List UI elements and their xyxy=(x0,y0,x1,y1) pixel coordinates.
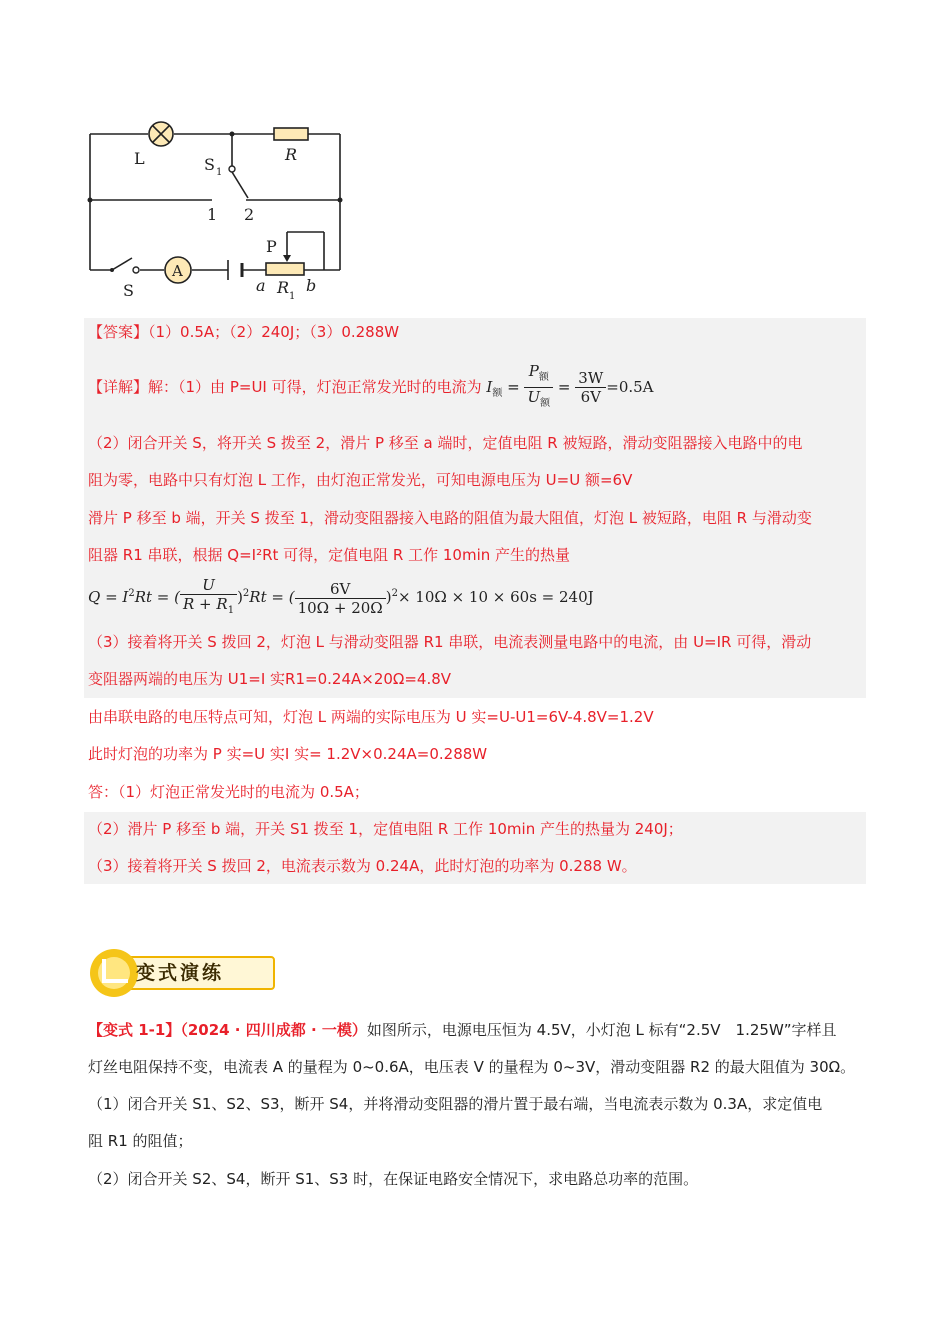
label-R: R xyxy=(285,145,298,164)
frac-num2: 3W xyxy=(575,369,606,388)
detail-tag: 【详解】 xyxy=(88,378,149,396)
variant-source: （2024 · 四川成都 · 一模） xyxy=(180,1021,367,1039)
eq-frac2 xyxy=(295,580,386,617)
banner-title: 变式演练 xyxy=(136,962,225,984)
formula-I-sub: 额 xyxy=(492,388,503,399)
fraction-3w-6v xyxy=(575,369,606,406)
eq-mid4: ) xyxy=(385,588,392,606)
label-S1-sub: 1 xyxy=(216,167,223,178)
detail-line-8: 由串联电路的电压特点可知，灯泡 L 两端的实际电压为 U 实=U-U1=6V-4.8V=1.2V xyxy=(88,708,654,726)
eq-mid2: ) xyxy=(237,588,243,606)
eq-frac1-den: R + R xyxy=(182,595,228,613)
eq-tail: × 10Ω × 10 × 60s = 240J xyxy=(397,588,594,606)
battery-icon xyxy=(228,260,242,280)
label-R1: R xyxy=(277,278,290,297)
frac-den: U xyxy=(527,388,541,406)
answer-line xyxy=(88,321,399,343)
variant-line-1 xyxy=(88,1019,837,1041)
eq-frac1 xyxy=(180,576,237,620)
label-A: A xyxy=(172,262,183,280)
formula-result: =0.5A xyxy=(606,378,654,396)
variant-line-2: 灯丝电阻保持不变，电流表 A 的量程为 0~0.6A，电压表 V 的量程为 0~3V，滑动变阻器 R2 的最大阻值为 30Ω。 xyxy=(88,1058,856,1076)
detail-line-1 xyxy=(88,362,654,412)
answer-text: （1）0.5A；（2）240J；（3）0.288W xyxy=(148,323,400,341)
equation-q xyxy=(88,572,594,620)
fraction-p-u xyxy=(524,362,553,413)
variant-l1-text: 如图所示，电源电压恒为 4.5V，小灯泡 L 标有“2.5V 1.25W”字样且 xyxy=(366,1021,837,1039)
formula-eq: = xyxy=(507,378,520,396)
detail-line-11: （2）滑片 P 移至 b 端，开关 S1 拨至 1，定值电阻 R 工作 10min 产生的热量为 240J； xyxy=(88,820,683,838)
detail-line-3: 阻为零，电路中只有灯泡 L 工作，由灯泡正常发光，可知电源电压为 U=U 额=6V xyxy=(88,471,633,489)
detail-line-6: （3）接着将开关 S 拨回 2，灯泡 L 与滑动变阻器 R1 串联，电流表测量电路中的电流，由 U=IR 可得，滑动 xyxy=(88,633,812,651)
formula-eq2: = xyxy=(557,378,571,396)
eq-frac1-num: U xyxy=(180,576,237,595)
eq-frac2-num: 6V xyxy=(295,580,386,599)
variant-line-4: 阻 R1 的阻值； xyxy=(88,1132,193,1150)
frac-num: P xyxy=(528,362,539,380)
eq-mid: Rt = ( xyxy=(134,588,180,606)
label-b: b xyxy=(306,276,317,295)
eq-frac2-den: 10Ω + 20Ω xyxy=(297,598,383,617)
detail-line-4: 滑片 P 移至 b 端，开关 S 拨至 1，滑动变阻器接入电路的阻值为最大阻值，灯泡 L 被短路，电阻 R 与滑动变 xyxy=(88,509,812,527)
answer-tag: 【答案】 xyxy=(88,323,149,341)
detail-l1-text: 解：（1）由 P=UI 可得，灯泡正常发光时的电流为 xyxy=(148,378,482,396)
eq-sup3: 2 xyxy=(391,588,398,599)
label-S: S xyxy=(123,281,134,300)
resistor-icon xyxy=(274,128,308,140)
detail-line-2: （2）闭合开关 S，将开关 S 拨至 2，滑片 P 移至 a 端时，定值电阻 R 被短路，滑动变阻器接入电路中的电 xyxy=(88,434,803,452)
detail-line-5: 阻器 R1 串联，根据 Q=I²Rt 可得，定值电阻 R 工作 10min 产生的热量 xyxy=(88,546,571,564)
eq-sup2: 2 xyxy=(242,588,250,599)
variant-tag: 【变式 1-1】 xyxy=(88,1021,181,1039)
eq-frac1-den-sub: 1 xyxy=(227,605,235,616)
section-banner xyxy=(88,945,278,999)
label-2: 2 xyxy=(244,205,255,224)
variant-line-3: （1）闭合开关 S1、S2、S3，断开 S4，并将滑动变阻器的滑片置于最右端，当电流表示数为 0.3A，求定值电 xyxy=(88,1095,823,1113)
label-1: 1 xyxy=(207,205,218,224)
detail-line-12: （3）接着将开关 S 拨回 2，电流表示数为 0.24A，此时灯泡的功率为 0.288 W。 xyxy=(88,857,637,875)
label-a: a xyxy=(256,276,266,295)
eq-mid3: Rt = ( xyxy=(249,588,295,606)
formula-I: I xyxy=(486,378,493,396)
eq-sup: 2 xyxy=(128,588,135,599)
lamp-icon xyxy=(149,122,173,146)
detail-line-10: 答：（1）灯泡正常发光时的电流为 0.5A； xyxy=(88,783,369,801)
label-S1: S xyxy=(204,155,215,174)
frac-num-sub: 额 xyxy=(538,372,549,383)
detail-l1-formula xyxy=(486,362,654,409)
variant-line-5: （2）闭合开关 S2、S4，断开 S1、S3 时，在保证电路安全情况下，求电路总功率的范围。 xyxy=(88,1170,699,1188)
circuit-diagram xyxy=(80,110,360,310)
label-L: L xyxy=(134,149,145,168)
frac-den-sub: 额 xyxy=(540,398,551,409)
rheostat-icon xyxy=(266,263,304,275)
detail-line-7: 变阻器两端的电压为 U1=I 实R1=0.24A×20Ω=4.8V xyxy=(88,670,452,688)
label-R1-sub: 1 xyxy=(289,291,296,302)
detail-line-9: 此时灯泡的功率为 P 实=U 实I 实= 1.2V×0.24A=0.288W xyxy=(88,745,488,763)
label-P: P xyxy=(266,237,277,256)
frac-den2: 6V xyxy=(580,388,601,406)
eq-left: Q = I xyxy=(88,588,129,606)
